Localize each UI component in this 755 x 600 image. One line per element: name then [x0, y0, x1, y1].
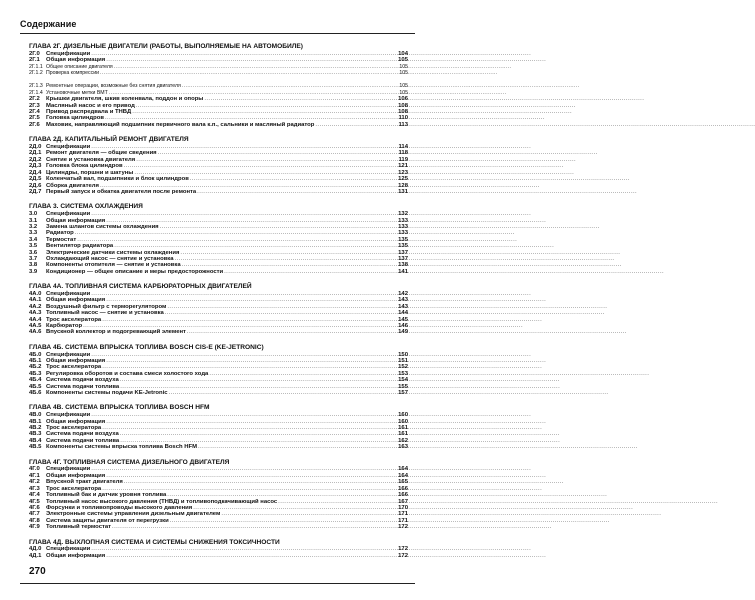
- entry-page: 119: [398, 156, 408, 163]
- entry-title: Общая информация: [46, 358, 106, 365]
- entry-number: 4Б.1: [29, 358, 42, 365]
- table-of-contents: [29, 43, 408, 559]
- entry-page: 152: [398, 364, 408, 371]
- entry-page: 105: [399, 89, 408, 96]
- entry-number: 2Г.1.3: [29, 83, 43, 90]
- dot-leader: [196, 189, 398, 195]
- entry-number: 4Г.7: [29, 511, 40, 518]
- entry-title: Радиатор: [46, 230, 74, 237]
- entry-spacer: [29, 76, 408, 83]
- entry-number: 2Д.4: [29, 169, 42, 176]
- entry-title: Трос акселератора: [46, 364, 102, 371]
- entry-number: 4В.0: [29, 412, 42, 419]
- entry-title: Карбюратор: [46, 323, 83, 329]
- entry-number: 3.3: [29, 230, 38, 237]
- entry-title: Спецификации: [46, 211, 91, 218]
- entry-page: 164: [398, 466, 408, 473]
- entry-page: 132: [398, 211, 408, 218]
- page-header-title: Содержание: [20, 19, 77, 29]
- entry-number: 2Г.1.4: [29, 89, 43, 96]
- entry-page: 172: [398, 552, 408, 559]
- entry-page: 171: [398, 511, 408, 518]
- entry-number: 3.8: [29, 262, 38, 269]
- entry-number: 2Д.3: [29, 163, 42, 170]
- entry-title: Регулировка оборотов и состава смеси холостого хода: [46, 370, 209, 377]
- entry-title: Головка цилиндров: [46, 115, 104, 122]
- entry-number: 4Г.0: [29, 466, 40, 473]
- entry-page: 143: [398, 297, 408, 304]
- entry-title: Общее описание двигателя: [46, 63, 113, 70]
- dot-leader: [168, 390, 399, 396]
- entry-page: 137: [398, 249, 408, 256]
- entry-number: 2Д.1: [29, 150, 42, 157]
- dot-leader: [223, 269, 398, 275]
- entry-title: Компоненты отопителя — снятие и установка: [46, 262, 181, 269]
- entry-page: 143: [398, 303, 408, 310]
- entry-number: 4В.1: [29, 418, 42, 425]
- entry-page: 113: [398, 121, 408, 128]
- entry-page: 108: [398, 102, 408, 109]
- entry-number: 3.4: [29, 236, 38, 243]
- entry-number: 2Г.1.1: [29, 63, 43, 70]
- entry-number: 4Г.8: [29, 517, 40, 524]
- entry-page: 160: [398, 412, 408, 419]
- entry-page: 160: [398, 418, 408, 425]
- entry-number: 3.1: [29, 217, 38, 224]
- entry-number: 2Г.0: [29, 50, 40, 57]
- entry-title: Сборка двигателя: [46, 182, 99, 189]
- entry-title: Снятие и установка двигателя: [46, 156, 136, 163]
- entry-title: Замена шлангов системы охлаждения: [46, 223, 159, 230]
- dot-leader: [111, 524, 398, 530]
- entry-title: Ремонт двигателя — общие сведения: [46, 150, 157, 157]
- chapter-heading: ГЛАВА 4А. ТОПЛИВНАЯ СИСТЕМА КАРБЮРАТОРНЫХ ДВИГАТЕЛЕЙ: [29, 283, 252, 291]
- entry-title: Форсунки и топливопроводы высокого давления: [46, 504, 193, 511]
- entry-number: 2Д.6: [29, 182, 42, 189]
- chapter-heading: ГЛАВА 3. СИСТЕМА ОХЛАЖДЕНИЯ: [29, 203, 143, 211]
- entry-number: 2Д.5: [29, 176, 42, 183]
- entry-page: 125: [398, 176, 408, 183]
- entry-page: 142: [398, 290, 408, 297]
- entry-title: Система подачи топлива: [46, 383, 120, 390]
- entry-title: Топливный насос — снятие и установка: [46, 310, 164, 317]
- entry-number: 4А.4: [29, 316, 42, 323]
- entry-title: Общая информация: [46, 217, 106, 224]
- entry-page: 157: [398, 390, 408, 397]
- entry-title: Охлаждающий насос — снятие и установка: [46, 255, 174, 262]
- entry-number: 4А.5: [29, 323, 42, 329]
- footer-divider: [20, 583, 415, 584]
- entry-title: Топливный насос высокого давления (ТНВД) и топливоподкачивающий насос: [46, 498, 278, 505]
- entry-number: 2Д.7: [29, 188, 42, 195]
- entry-page: 165: [398, 479, 408, 486]
- dot-leader: [105, 553, 398, 559]
- entry-title: Топливный бак и датчик уровня топлива: [46, 492, 167, 499]
- entry-title: Установочные метки ВМТ: [46, 89, 108, 96]
- entry-title: Впускной коллектор и подогревающий элемент: [46, 329, 186, 336]
- entry-page: 106: [398, 96, 408, 103]
- entry-number: 4Д.0: [29, 546, 42, 553]
- section-spacer: [29, 336, 408, 344]
- entry-number: 4Г.4: [29, 492, 40, 499]
- entry-title: Электрические датчики системы охлаждения: [46, 249, 180, 256]
- entry-page: 167: [398, 498, 408, 505]
- entry-number: 2Г.4: [29, 109, 40, 116]
- entry-page: 133: [398, 230, 408, 237]
- section-spacer: [29, 396, 408, 404]
- entry-page: 151: [398, 358, 408, 365]
- entry-page: 164: [398, 472, 408, 479]
- entry-page: 131: [398, 188, 408, 195]
- toc-subentry[interactable]: [29, 70, 408, 76]
- entry-title: Трос акселератора: [46, 485, 102, 492]
- entry-page: 172: [398, 524, 408, 531]
- entry-number: 4В.2: [29, 425, 42, 432]
- entry-title: Система подачи топлива: [46, 437, 120, 444]
- entry-number: 2Д.0: [29, 144, 42, 151]
- entry-page: 150: [398, 351, 408, 358]
- chapter-heading: ГЛАВА 2Д. КАПИТАЛЬНЫЙ РЕМОНТ ДВИГАТЕЛЯ: [29, 136, 189, 144]
- entry-title: Общая информация: [46, 552, 106, 559]
- entry-number: 4В.5: [29, 444, 42, 451]
- entry-number: 2Г.5: [29, 115, 40, 122]
- chapter-heading: ГЛАВА 4Б. СИСТЕМА ВПРЫСКА ТОПЛИВА BOSCH CIS-E (KE-JETRONIC): [29, 343, 264, 351]
- entry-number: 3.0: [29, 211, 38, 218]
- entry-page: 145: [398, 316, 408, 323]
- entry-page: 133: [398, 223, 408, 230]
- entry-number: 4А.3: [29, 310, 42, 317]
- entry-page: 118: [398, 150, 408, 157]
- entry-number: 4Б.6: [29, 390, 42, 397]
- entry-number: 4Д.1: [29, 552, 42, 559]
- entry-page: 105: [399, 83, 408, 90]
- entry-number: 4Б.2: [29, 364, 42, 371]
- entry-page: 128: [398, 182, 408, 189]
- entry-page: 155: [398, 383, 408, 390]
- entry-page: 163: [398, 444, 408, 451]
- toc-entry[interactable]: [29, 524, 408, 530]
- entry-number: 4А.6: [29, 329, 42, 336]
- entry-page: 172: [398, 546, 408, 553]
- dot-leader: [314, 122, 398, 128]
- entry-title: Система подачи воздуха: [46, 377, 119, 384]
- entry-number: 3.9: [29, 268, 38, 275]
- entry-page: 123: [398, 169, 408, 176]
- section-spacer: [29, 531, 408, 539]
- entry-page: 154: [398, 377, 408, 384]
- entry-number: 4Г.6: [29, 504, 40, 511]
- entry-title: Спецификации: [46, 466, 91, 473]
- entry-page: 108: [398, 109, 408, 116]
- entry-number: 4Б.3: [29, 370, 42, 377]
- entry-title: Общая информация: [46, 297, 106, 304]
- toc-entry[interactable]: [29, 390, 408, 396]
- entry-title: Спецификации: [46, 546, 91, 553]
- entry-page: 104: [398, 50, 408, 57]
- entry-page: 114: [398, 144, 408, 151]
- dot-leader: [99, 70, 399, 76]
- entry-title: Общая информация: [46, 418, 106, 425]
- entry-number: 2Г.3: [29, 102, 40, 109]
- toc-entry[interactable]: [29, 329, 408, 335]
- entry-page: 166: [398, 485, 408, 492]
- entry-page: 137: [398, 255, 408, 262]
- entry-number: 4Б.0: [29, 351, 42, 358]
- chapter-heading: ГЛАВА 2Г. ДИЗЕЛЬНЫЕ ДВИГАТЕЛИ (РАБОТЫ, ВЫПОЛНЯЕМЫЕ НА АВТОМОБИЛЕ): [29, 43, 303, 50]
- entry-title: Вентилятор радиатора: [46, 243, 114, 250]
- entry-number: 2Д.2: [29, 156, 42, 163]
- entry-number: 4А.1: [29, 297, 42, 304]
- entry-title: Система защиты двигателя от перегрузки: [46, 517, 169, 524]
- entry-title: Воздушный фильтр с терморегулятором: [46, 303, 167, 310]
- entry-title: Топливный термостат: [46, 524, 112, 531]
- entry-title: Спецификации: [46, 412, 91, 419]
- entry-title: Проверка компрессии: [46, 70, 100, 77]
- entry-number: 4В.3: [29, 431, 42, 438]
- entry-number: 3.7: [29, 255, 38, 262]
- entry-number: 2Г.1.2: [29, 70, 43, 77]
- entry-page: 138: [398, 262, 408, 269]
- entry-number: 3.5: [29, 243, 38, 250]
- entry-page: 144: [398, 310, 408, 317]
- entry-title: Система подачи воздуха: [46, 431, 119, 438]
- toc-entry[interactable]: [29, 553, 408, 559]
- entry-page: 141: [398, 268, 408, 275]
- entry-title: Компоненты системы впрыска топлива Bosch HFM: [46, 444, 197, 451]
- chapter-heading: ГЛАВА 4Г. ТОПЛИВНАЯ СИСТЕМА ДИЗЕЛЬНОГО ДВИГАТЕЛЯ: [29, 458, 230, 466]
- entry-number: 3.6: [29, 249, 38, 256]
- entry-number: 4Г.9: [29, 524, 40, 531]
- section-spacer: [29, 275, 408, 283]
- entry-title: Крышки двигателя, шкив коленвала, поддон и опоры: [46, 96, 204, 103]
- entry-title: Общая информация: [46, 472, 106, 479]
- entry-page: 133: [398, 217, 408, 224]
- entry-title: Трос акселератора: [46, 425, 102, 432]
- entry-number: 4А.0: [29, 290, 42, 297]
- entry-number: 4Г.2: [29, 479, 40, 486]
- entry-title: Компоненты системы подачи KE-Jetronic: [46, 390, 168, 397]
- entry-number: 2Г.1: [29, 57, 40, 64]
- entry-page: 110: [398, 115, 408, 122]
- entry-page: 161: [398, 431, 408, 438]
- entry-page: 105: [399, 63, 408, 70]
- entry-page: 105: [399, 70, 408, 77]
- header-divider: [20, 33, 415, 34]
- toc-entry[interactable]: [29, 122, 408, 128]
- dot-leader: [186, 329, 398, 335]
- entry-title: Кондиционер — общее описание и меры предосторожности: [46, 268, 224, 275]
- entry-title: Общая информация: [46, 57, 106, 64]
- entry-title: Цилиндры, поршни и шатуны: [46, 169, 134, 176]
- entry-page: 170: [398, 504, 408, 511]
- entry-number: 4В.4: [29, 437, 42, 444]
- toc-entry[interactable]: [29, 189, 408, 195]
- entry-title: Впускной тракт двигателя: [46, 479, 123, 486]
- entry-number: 4Г.3: [29, 485, 40, 492]
- entry-title: Первый запуск и обкатка двигателя после ремонта: [46, 188, 197, 195]
- entry-page: 146: [398, 323, 408, 329]
- entry-title: Головка блока цилиндров: [46, 163, 123, 170]
- section-spacer: [29, 451, 408, 459]
- entry-title: Привод распредвала и ТНВД: [46, 109, 132, 116]
- entry-page: 166: [398, 492, 408, 499]
- entry-title: Маховик, направляющий подшипник первичного вала к.п., сальники и масляный радиатор: [46, 121, 315, 128]
- chapter-heading: ГЛАВА 4В. СИСТЕМА ВПРЫСКА ТОПЛИВА BOSCH HFM: [29, 404, 210, 412]
- entry-title: Спецификации: [46, 290, 91, 297]
- entry-title: Масляный насос и его привод: [46, 102, 135, 109]
- entry-page: 135: [398, 243, 408, 250]
- entry-page: 153: [398, 370, 408, 377]
- entry-number: 4Б.4: [29, 377, 42, 384]
- entry-title: Спецификации: [46, 351, 91, 358]
- entry-number: 3.2: [29, 223, 38, 230]
- entry-page: 161: [398, 425, 408, 432]
- toc-entry[interactable]: [29, 444, 408, 450]
- page-number: 270: [29, 566, 46, 577]
- entry-number: 4Б.5: [29, 383, 42, 390]
- entry-title: Термостат: [46, 236, 77, 243]
- entry-number: 2Г.6: [29, 121, 40, 128]
- entry-page: 162: [398, 437, 408, 444]
- entry-title: Коленчатый вал, подшипники и блок цилиндров: [46, 176, 189, 183]
- chapter-heading: ГЛАВА 4Д. ВЫХЛОПНАЯ СИСТЕМА И СИСТЕМЫ СНИЖЕНИЯ ТОКСИЧНОСТИ: [29, 538, 280, 546]
- entry-number: 4Г.1: [29, 472, 40, 479]
- toc-entry[interactable]: [29, 269, 408, 275]
- entry-title: Спецификации: [46, 144, 91, 151]
- entry-title: Трос акселератора: [46, 316, 102, 323]
- entry-number: 4Г.5: [29, 498, 40, 505]
- entry-page: 105: [398, 57, 408, 64]
- dot-leader: [197, 444, 398, 450]
- entry-title: Электронные системы управления дизельным двигателем: [46, 511, 221, 518]
- entry-page: 149: [398, 329, 408, 336]
- entry-title: Спецификации: [46, 50, 91, 57]
- section-spacer: [29, 195, 408, 203]
- entry-page: 135: [398, 236, 408, 243]
- entry-title: Ремонтные операции, возможные без снятия двигателя: [46, 83, 181, 90]
- entry-page: 121: [398, 163, 408, 170]
- entry-number: 4А.2: [29, 303, 42, 310]
- entry-number: 2Г.2: [29, 96, 40, 103]
- entry-page: 171: [398, 517, 408, 524]
